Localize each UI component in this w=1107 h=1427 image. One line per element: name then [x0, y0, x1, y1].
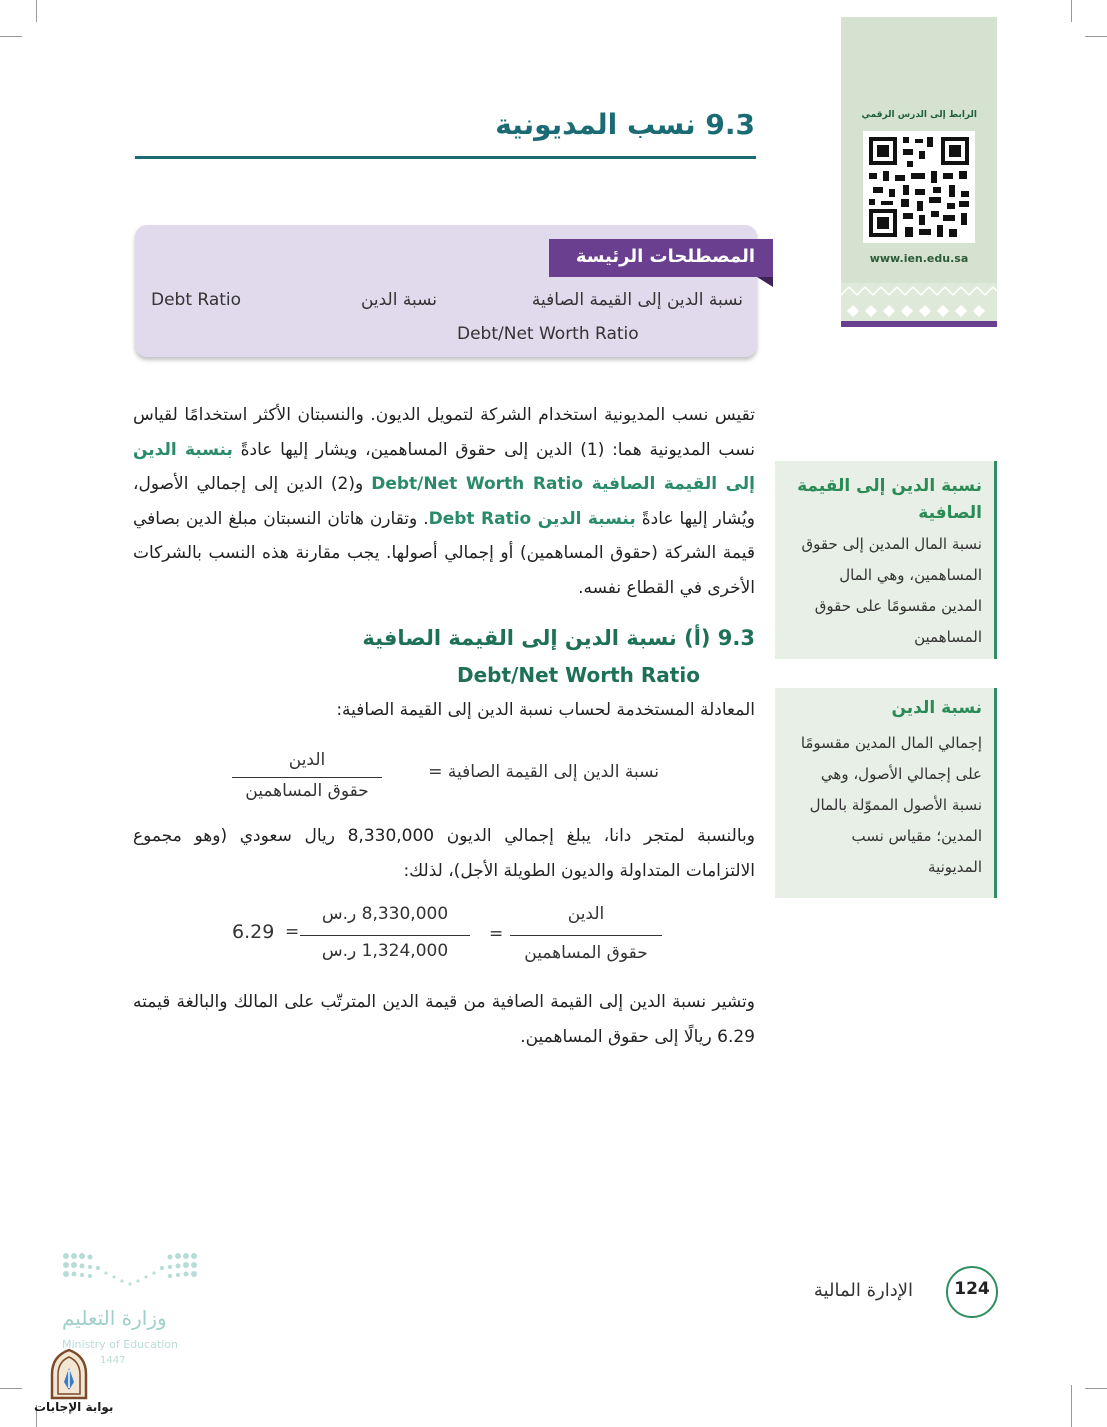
fraction-line: [232, 777, 382, 778]
ministry-name-ar: وزارة التعليم: [62, 1306, 167, 1330]
crop-mark: [0, 36, 22, 37]
crop-mark: [1071, 1385, 1072, 1427]
title-underline: [135, 156, 756, 159]
portal-url[interactable]: www.ien.edu.sa: [869, 252, 969, 265]
qr-code-icon[interactable]: [863, 131, 975, 243]
digital-lesson-card: [841, 17, 997, 327]
highlight-debt-net-worth: بنسبة الدين إلى القيمة الصافية Debt/Net Worth Ratio: [133, 439, 756, 494]
formula-denominator: حقوق المساهمين: [245, 781, 369, 801]
definition-box-debt-ratio: [775, 688, 997, 898]
portal-logo-icon[interactable]: [48, 1348, 90, 1400]
calc-denominator-label: حقوق المساهمين: [524, 943, 648, 963]
example-paragraph: وبالنسبة لمتجر دانا، يبلغ إجمالي الديون 8,330,000 ريال سعودي (وهو مجموع الالتزامات المتداولة والديون الطويلة الأجل)، لذلك:: [133, 826, 755, 881]
digital-lesson-label: الرابط إلى الدرس الرقمي: [861, 110, 977, 120]
key-terms-title: المصطلحات الرئيسة: [575, 246, 755, 267]
highlight-debt-ratio: بنسبة الدين Debt Ratio: [428, 508, 636, 529]
conclusion-paragraph: وتشير نسبة الدين إلى القيمة الصافية من قيمة الدين المترتّب على المالك والبالغة قيمته 6.29 ريالًا إلى حقوق المساهمين.: [133, 992, 755, 1047]
formula-numerator: الدين: [288, 750, 326, 770]
term-debt-net-worth-en: Debt/Net Worth Ratio: [457, 324, 639, 344]
definition-title: نسبة الدين إلى القيمة الصافية: [797, 476, 982, 523]
section-subheading: 9.3 (أ) نسبة الدين إلى القيمة الصافية: [362, 626, 755, 650]
book-title: الإدارة المالية: [813, 1280, 913, 1301]
definition-text: إجمالي المال المدين مقسومًا على إجمالي الأصول، وهي نسبة الأصول المموّلة بالمال المدين؛ مقياس نسب المديونية: [800, 734, 982, 876]
definition-text: نسبة المال المدين إلى حقوق المساهمين، وهي المال المدين مقسومًا على حقوق المساهمين: [801, 535, 982, 646]
ministry-name-en: Ministry of Education: [62, 1338, 179, 1351]
lesson-title: 9.3 نسب المديونية: [495, 108, 755, 141]
fraction-line: [510, 935, 662, 936]
definition-box-debt-net-worth: [775, 461, 997, 659]
equals-sign: =: [285, 922, 300, 942]
fraction-line: [300, 935, 470, 936]
crop-mark: [1071, 0, 1072, 22]
ministry-logo-icon: [62, 1251, 198, 1297]
intro-text: تقيس نسب المديونية استخدام الشركة لتمويل الديون. والنسبتان الأكثر استخدامًا لقياس نسب المديونية هما: (1) الدين إلى حقوق المساهمين، ويشار إليها عادةً: [133, 405, 755, 460]
definition-title: نسبة الدين: [891, 698, 982, 718]
crop-mark: [0, 1388, 22, 1389]
crop-mark: [36, 0, 37, 22]
intro-text: و(2) الدين إلى إجمالي الأصول، ويُشار إليها عادةً: [133, 474, 755, 529]
calc-numerator-value: 8,330,000 ر.س: [321, 904, 449, 924]
decorative-pattern-icon: [841, 283, 997, 327]
term-debt-net-worth-ar: نسبة الدين إلى القيمة الصافية: [531, 290, 743, 310]
crop-mark: [1085, 36, 1107, 37]
term-debt-ratio-ar: نسبة الدين: [360, 290, 437, 310]
equals-sign: =: [489, 924, 504, 944]
page-number: 124: [954, 1279, 990, 1299]
crop-mark: [1085, 1388, 1107, 1389]
calc-result: 6.29: [232, 921, 275, 943]
key-terms-tab-fold: [757, 277, 773, 287]
section-subheading-en: Debt/Net Worth Ratio: [457, 663, 700, 687]
portal-name[interactable]: بوابة الإجابات: [34, 1400, 114, 1414]
intro-text: . وتقارن هاتان النسبتان مبلغ الدين بصافي قيمة الشركة (حقوق المساهمين) أو إجمالي أصولها. يجب مقارنة هذه النسب بالشركات الأخرى في القطاع نفسه.: [133, 508, 755, 598]
intro-paragraph: [133, 398, 755, 605]
equation-intro: المعادلة المستخدمة لحساب نسبة الدين إلى القيمة الصافية:: [336, 700, 755, 720]
calc-denominator-value: 1,324,000 ر.س: [321, 941, 449, 961]
ministry-year: 1447: [100, 1355, 126, 1366]
calc-numerator-label: الدين: [567, 904, 605, 924]
term-debt-ratio-en: Debt Ratio: [151, 290, 242, 310]
formula-lhs: نسبة الدين إلى القيمة الصافية =: [428, 762, 659, 782]
